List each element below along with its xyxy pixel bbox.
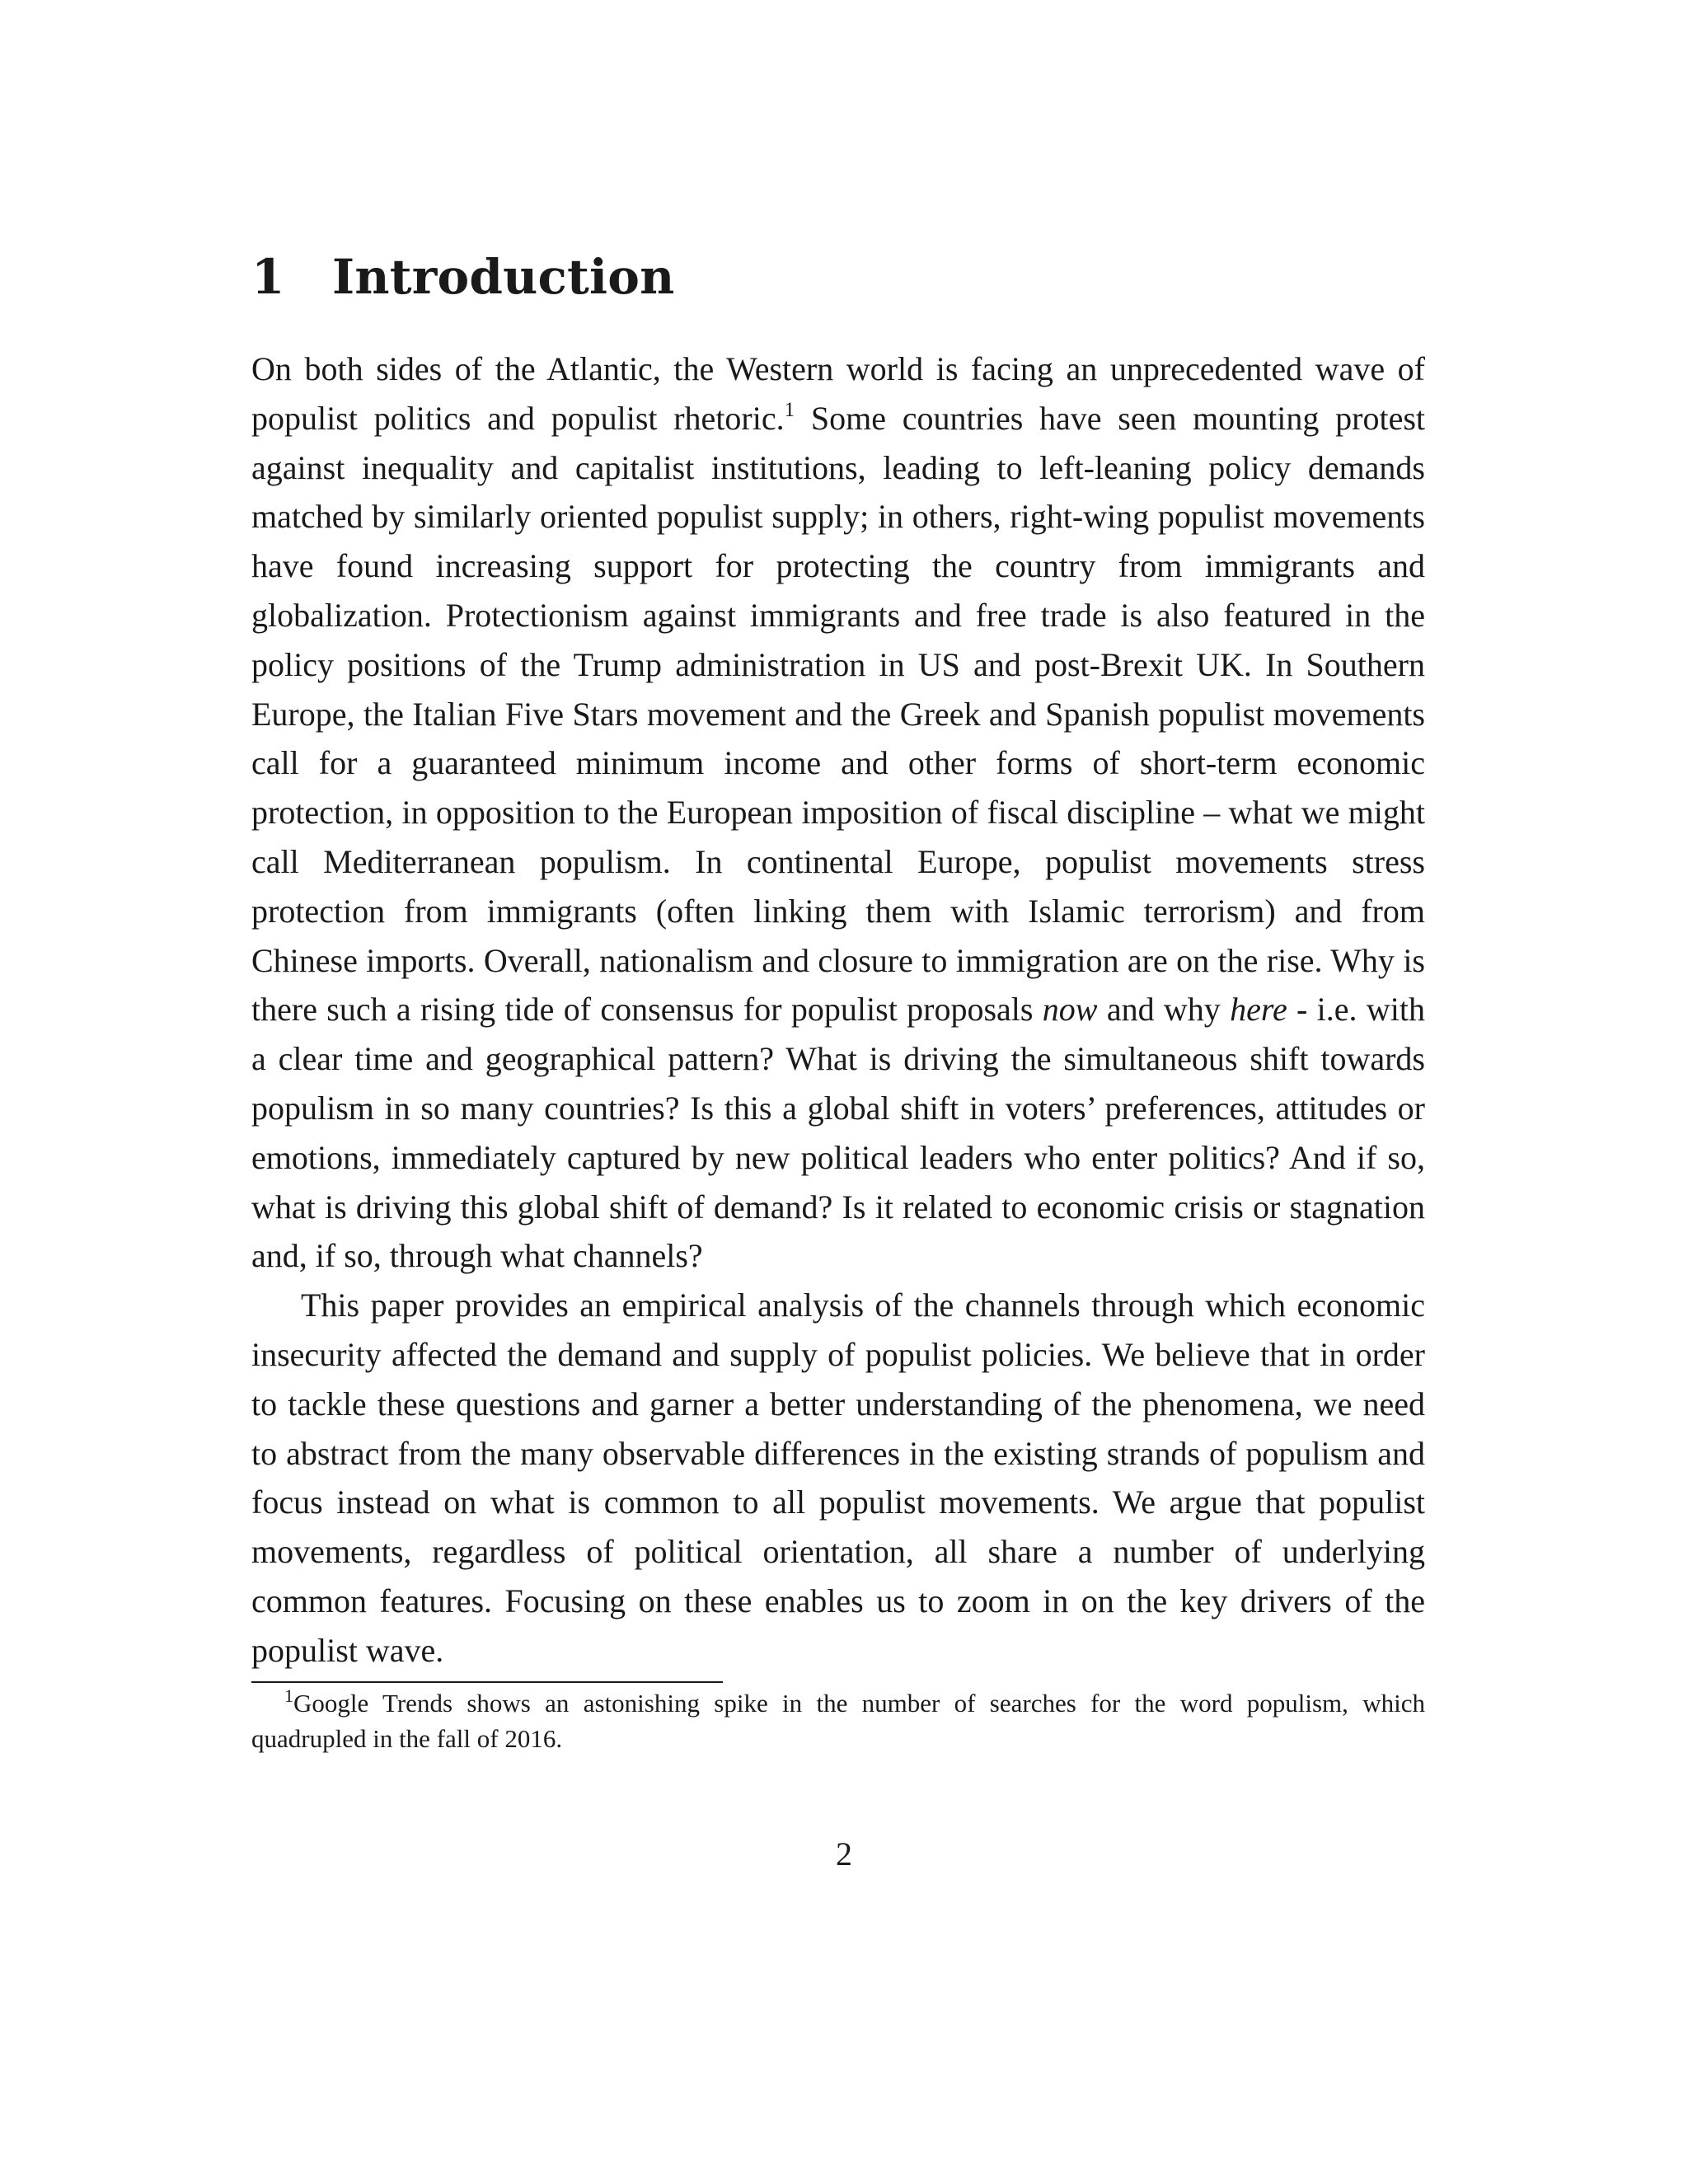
footnote-reference[interactable]: 1: [784, 398, 795, 421]
footnote-mark: 1: [284, 1685, 293, 1706]
paragraph-1-part-1: On both sides of the Atlantic, the Western world is facing an unprecedented wave of populist politics and populist rhetoric.: [251, 350, 1425, 437]
footnote-text: Google Trends shows an astonishing spike in the number of searches for the word populism, which quadrupled in the fall of 2016.: [251, 1689, 1425, 1753]
paragraph-1-part-2: Some countries have seen mounting protest against inequality and capitalist institutions, leading to left-leaning policy demands matched by similarly oriented populist supply; in others, right-wing populist movements have found increasing support for protecting the country from immigrants and globalization. Protectionism against immigrants and free trade is also featured in the policy positions of the Trump administration in US and post-Brexit UK. In Southern Europe, the Italian Five Stars movement and the Greek and Spanish populist movements call for a guaranteed minimum income and other forms of short-term economic protection, in opposition to the European imposition of fiscal discipline – what we might call Mediterranean populism. In continental Europe, populist movements stress protection from immigrants (often linking them with Islamic terrorism) and from Chinese imports. Overall, nationalism and closure to immigration are on the rise. Why is there such a rising tide of consensus for populist proposals: [251, 399, 1425, 1029]
emphasis-now: now: [1042, 991, 1098, 1029]
page-number: 2: [836, 1835, 852, 1872]
footnote: [251, 1685, 1425, 1756]
paragraph-2: This paper provides an empirical analysis of the channels through which economic insecurity affected the demand and supply of populist policies. We believe that in order to tackle these questions and garner a better understanding of the phenomena, we need to abstract from the many observable differences in the existing strands of populism and focus instead on what is common to all populist movements. We argue that populist movements, regardless of political orientation, all share a number of underlying common features. Focusing on these enables us to zoom in on the key drivers of the populist wave.: [251, 1286, 1425, 1669]
section-heading: [251, 244, 674, 310]
section-title: Introduction: [332, 249, 675, 305]
paragraph-1-part-3: and why: [1097, 991, 1231, 1029]
section-number: 1: [251, 249, 285, 305]
paragraph-1: [251, 344, 1425, 1281]
paragraph-1-part-4: - i.e. with a clear time and geographical pattern? What is driving the simultaneous shift towards populism in so many countries? Is this a global shift in voters’ preferences, attitudes or emotions, immediately captured by new political leaders who enter politics? And if so, what is driving this global shift of demand? Is it related to economic crisis or stagnation and, if so, through what channels?: [251, 991, 1425, 1275]
emphasis-here: here: [1230, 991, 1287, 1029]
body-text: [251, 344, 1425, 1675]
footnote-divider: [251, 1681, 723, 1683]
